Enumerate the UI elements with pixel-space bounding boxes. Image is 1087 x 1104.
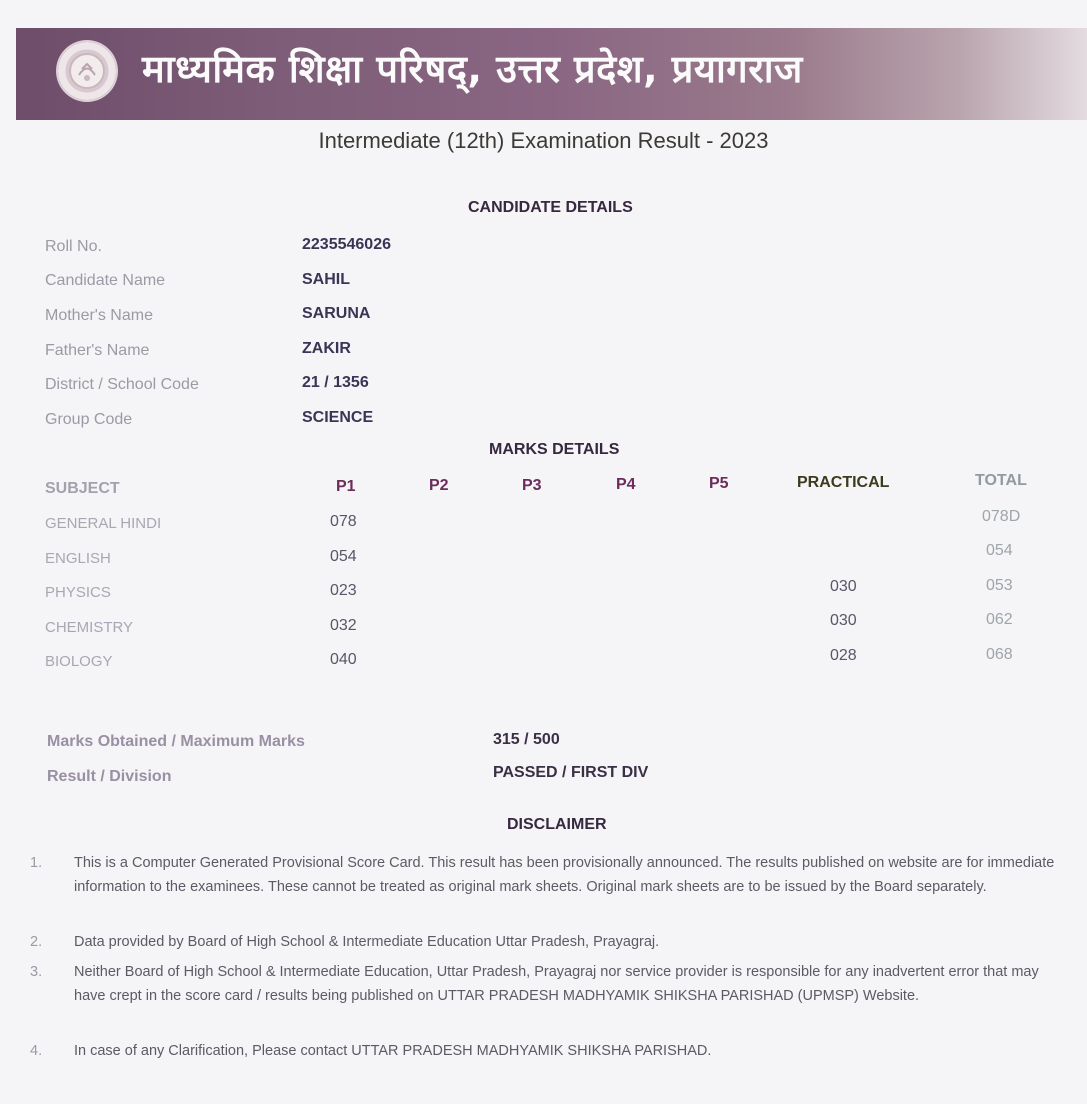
row-2-subject: ENGLISH — [45, 550, 111, 567]
col-p3: P3 — [522, 477, 542, 494]
row-2-p1: 054 — [330, 548, 357, 565]
row-1-p1: 078 — [330, 513, 357, 530]
col-p4: P4 — [616, 476, 636, 493]
marks-details-heading: MARKS DETAILS — [489, 441, 620, 458]
mother-name-value: SARUNA — [302, 305, 371, 322]
disclaimer-text-4: In case of any Clarification, Please contact UTTAR PRADESH MADHYAMIK SHIKSHA PARISHAD. — [74, 1043, 712, 1059]
disclaimer-num-3: 3. — [30, 964, 43, 980]
result-division-value: PASSED / FIRST DIV — [493, 764, 649, 781]
row-4-practical: 030 — [830, 612, 857, 629]
mother-name-label: Mother's Name — [45, 307, 153, 324]
group-code-value: SCIENCE — [302, 409, 374, 426]
candidate-name-value: SAHIL — [302, 271, 350, 288]
row-5-p1: 040 — [330, 651, 357, 668]
row-5-total: 068 — [986, 646, 1013, 663]
col-practical: PRACTICAL — [797, 474, 890, 491]
row-2-total: 054 — [986, 542, 1013, 559]
marks-obtained-label: Marks Obtained / Maximum Marks — [47, 733, 305, 750]
board-name: माध्यमिक शिक्षा परिषद्, उत्तर प्रदेश, प्रयागराज — [142, 47, 803, 91]
district-school-code-label: District / School Code — [45, 376, 199, 393]
up-emblem-icon — [58, 42, 116, 100]
row-1-subject: GENERAL HINDI — [45, 515, 162, 532]
disclaimer-item-2 — [30, 930, 1072, 954]
col-p1: P1 — [336, 478, 356, 495]
col-subject: SUBJECT — [45, 480, 120, 497]
header-banner — [16, 28, 1087, 120]
row-5-subject: BIOLOGY — [45, 653, 113, 670]
row-3-total: 053 — [986, 577, 1013, 594]
row-3-subject: PHYSICS — [45, 584, 111, 601]
disclaimer-item-3 — [30, 960, 1072, 1008]
disclaimer-num-2: 2. — [30, 934, 43, 950]
result-division-label: Result / Division — [47, 768, 172, 785]
row-4-p1: 032 — [330, 617, 357, 634]
roll-no-label: Roll No. — [45, 238, 102, 255]
col-p2: P2 — [429, 477, 449, 494]
col-p5: P5 — [709, 475, 729, 492]
row-3-p1: 023 — [330, 582, 357, 599]
disclaimer-num-4: 4. — [30, 1043, 43, 1059]
district-school-code-value: 21 / 1356 — [302, 374, 369, 391]
disclaimer-num-1: 1. — [30, 855, 43, 871]
row-4-total: 062 — [986, 611, 1013, 628]
disclaimer-item-4 — [30, 1039, 1072, 1063]
row-4-subject: CHEMISTRY — [45, 619, 134, 636]
disclaimer-item-1 — [30, 851, 1072, 899]
exam-title: Intermediate (12th) Examination Result - 2023 — [318, 128, 769, 153]
col-total: TOTAL — [975, 472, 1027, 489]
roll-no-value: 2235546026 — [302, 236, 391, 253]
father-name-value: ZAKIR — [302, 340, 351, 357]
marks-obtained-value: 315 / 500 — [493, 731, 560, 748]
father-name-label: Father's Name — [45, 342, 150, 359]
group-code-label: Group Code — [45, 411, 133, 428]
disclaimer-text-2: Data provided by Board of High School & Intermediate Education Uttar Pradesh, Prayagraj. — [74, 934, 660, 950]
candidate-name-label: Candidate Name — [45, 272, 166, 289]
disclaimer-text-1: This is a Computer Generated Provisional Score Card. This result has been provisionally announced. The results published on website are for immediate information to the examinees. These cannot be treated as original mark sheets. Original mark sheets are to be issued by the Board separately. — [74, 855, 1055, 895]
row-5-practical: 028 — [830, 647, 857, 664]
candidate-details-heading: CANDIDATE DETAILS — [468, 199, 633, 216]
row-1-total: 078D — [982, 508, 1021, 525]
disclaimer-text-3: Neither Board of High School & Intermediate Education, Uttar Pradesh, Prayagraj nor service provider is responsible for any inadvertent error that may have crept in the score card / results being published on UTTAR PRADESH MADHYAMIK SHIKSHA PARISHAD (UPMSP) Website. — [74, 964, 1039, 1004]
row-3-practical: 030 — [830, 578, 857, 595]
disclaimer-heading: DISCLAIMER — [507, 816, 607, 833]
